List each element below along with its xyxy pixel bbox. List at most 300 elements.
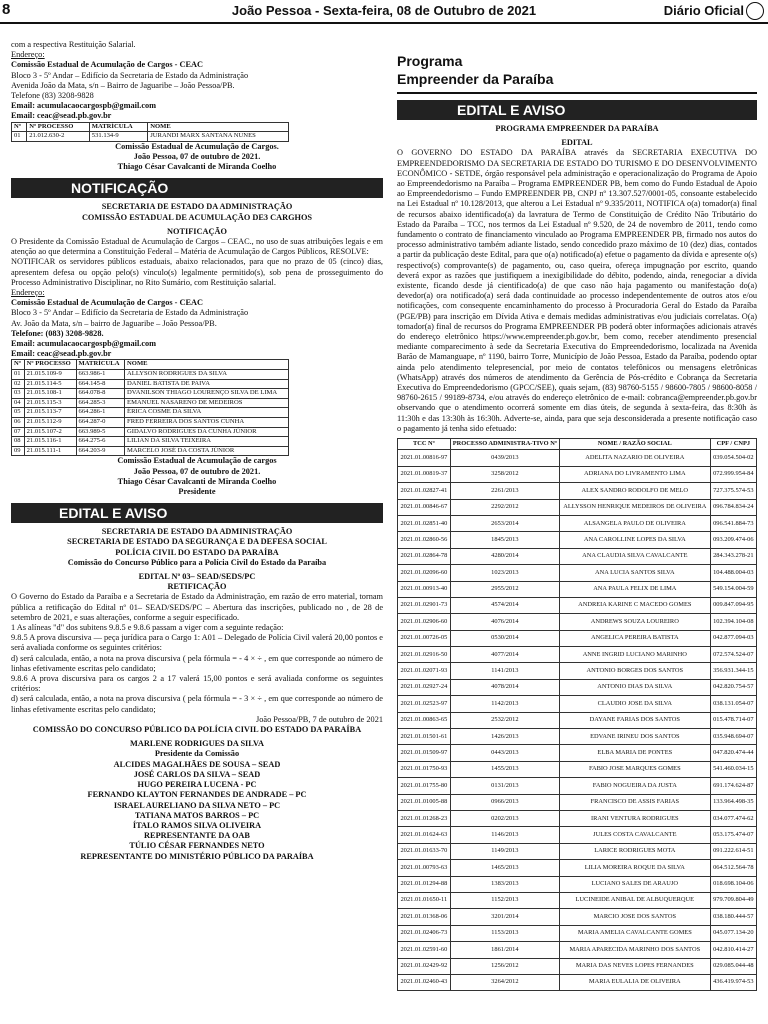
commission-member: ALCIDES MAGALHÃES DE SOUSA – SEAD — [113, 759, 281, 769]
table-row — [12, 408, 289, 418]
debtors-table-cell: 1845/2013 — [450, 532, 559, 548]
table-row — [398, 663, 757, 679]
debtors-table-cell: MARIA APARECIDA MARINHO DOS SANTOS — [559, 942, 710, 958]
servants-table-2-cell: 664.287-0 — [76, 418, 125, 428]
right-column — [397, 46, 757, 1024]
debtors-table-header-cell: TCC Nº — [398, 439, 451, 450]
edital-heading-1: SECRETARIA DE ESTADO DA ADMINISTRAÇÃO — [101, 527, 293, 537]
debtors-table-cell: 035.948.694-07 — [710, 729, 756, 745]
debtors-table-cell: 2021.01.01294-88 — [398, 876, 451, 892]
notification-subtitle: NOTIFICAÇÃO — [167, 226, 227, 236]
debtors-table-cell: 2653/2014 — [450, 515, 559, 531]
servants-table-2-cell: 21.015.113-7 — [24, 408, 76, 418]
debtors-table-cell: 0966/2013 — [450, 794, 559, 810]
debtors-table-cell: 015.478.714-07 — [710, 712, 756, 728]
debtors-table-cell: 2021.01.00846-67 — [398, 499, 451, 515]
servants-table-2-cell: 07 — [12, 427, 25, 437]
program-title-line-1: Programa — [397, 53, 463, 69]
debtors-table-cell: 4078/2014 — [450, 679, 559, 695]
page-header — [0, 0, 768, 24]
table-row — [398, 466, 757, 482]
table-row — [12, 418, 289, 428]
table-row — [398, 892, 757, 908]
address-bloco-2: Bloco 3 - 5º Andar – Edifício da Secretaria de Estado da Administração — [11, 308, 249, 318]
debtors-table-cell: 2021.01.02071-93 — [398, 663, 451, 679]
servants-table-2-cell: 04 — [12, 398, 25, 408]
debtors-table-cell: ANNE INGRID LUCIANO MARINHO — [559, 647, 710, 663]
table-row — [398, 876, 757, 892]
debtors-table-cell: 2021.01.02864-78 — [398, 548, 451, 564]
debtors-table-cell: 018.698.104-06 — [710, 876, 756, 892]
servants-table-1-cell: JURANDI MARX SANTANA NUNES — [148, 132, 289, 142]
debtors-table-cell: 093.209.474-06 — [710, 532, 756, 548]
edital-paragraph-1: O Governo do Estado da Paraíba e a Secretaria de Estado da Administração, em razão de erro material, tornam pública a retificação do Edital nº 01– SEAD/SEDS/PC – Abertura das inscrições, publicado no , de 28 de setembro de 2021, e suas alterações, conforme a seguir especificado. — [11, 592, 383, 622]
debtors-table-cell: 0439/2013 — [450, 450, 559, 466]
debtors-table-cell: 096.784.834-24 — [710, 499, 756, 515]
debtors-table-cell: 064.512.564-78 — [710, 860, 756, 876]
phone: Telefone (83) 3208-9828 — [11, 91, 94, 101]
table-row — [398, 515, 757, 531]
debtors-table-cell: 2021.01.00726-05 — [398, 630, 451, 646]
servants-table-2-cell: 21.015.112-9 — [24, 418, 76, 428]
debtors-table-cell: 2021.01.02860-56 — [398, 532, 451, 548]
debtors-table-cell: 038.131.054-07 — [710, 696, 756, 712]
servants-table-2-cell: EMANUEL NASARENO DE MEDEIROS — [125, 398, 289, 408]
servants-table-2-cell: 05 — [12, 408, 25, 418]
debtors-table-cell: 2021.01.02916-50 — [398, 647, 451, 663]
edital-paragraph-4: d) será calculada, então, a nota na prova discursiva ( pela fórmula = - 4 × ÷ , em que corresponde ao número de linhas efetivamente escritas pelo candidato; — [11, 653, 383, 673]
table-row — [398, 974, 757, 990]
debtors-table-cell: DAYANE FARIAS DOS SANTOS — [559, 712, 710, 728]
edital-retification: RETIFICAÇÃO — [167, 582, 227, 592]
servants-table-2-cell: 664.203-9 — [76, 446, 125, 456]
debtors-table-cell: ANDREWS SOUZA LOUREIRO — [559, 614, 710, 630]
servants-table-2-cell: 09 — [12, 446, 25, 456]
table-row — [12, 389, 289, 399]
servants-table-1-header-cell: NOME — [148, 122, 289, 132]
servants-table-2-cell: 02 — [12, 379, 25, 389]
table-row — [398, 810, 757, 826]
header-location-date: João Pessoa - Sexta-feira, 08 de Outubro de 2021 — [231, 3, 537, 18]
servants-table-2-cell: DVANILSON THIAGO LOURENÇO SILVA DE LIMA — [125, 389, 289, 399]
edital-heading-4: Comissão do Concurso Público para a Polícia Civil do Estado da Paraíba — [67, 557, 327, 567]
table-row — [398, 565, 757, 581]
debtors-table-cell: LARICE RODRIGUES MOTA — [559, 843, 710, 859]
debtors-table-cell: ANA LUCIA SANTOS SILVA — [559, 565, 710, 581]
debtors-table-cell: 2021.01.02591-60 — [398, 942, 451, 958]
debtors-table-cell: MARIA AMELIA CAVALCANTE GOMES — [559, 925, 710, 941]
debtors-table-cell: 2021.01.02406-73 — [398, 925, 451, 941]
debtors-table-cell: 072.574.524-07 — [710, 647, 756, 663]
servants-table-1-header-cell: Nº — [12, 122, 27, 132]
edital-number: EDITAL Nº 03– SEAD/SEDS/PC — [138, 572, 256, 582]
debtors-table-cell: FABIO JOSE MARQUES GOMES — [559, 761, 710, 777]
table-row — [12, 446, 289, 456]
debtors-table-cell: 2021.01.02906-60 — [398, 614, 451, 630]
debtors-table-header-cell: PROCESSO ADMINISTRA-TIVO Nº — [450, 439, 559, 450]
debtors-table-cell: ALEX SANDRO RODOLFO DE MELO — [559, 483, 710, 499]
signature2-role: Presidente — [178, 487, 216, 497]
commission-member: ISRAEL AURELIANO DA SILVA NETO – PC — [113, 800, 281, 810]
table-row — [398, 745, 757, 761]
address-avenida: Avenida João da Mata, s/n – Bairro de Jaguaribe – João Pessoa/PB. — [11, 80, 235, 90]
debtors-table-cell: 979.709.804-49 — [710, 892, 756, 908]
debtors-table-cell: LUCINEIDE ANIBAL DE ALBUQUERQUE — [559, 892, 710, 908]
phone-2: Telefone: (083) 3208-9828. — [11, 328, 104, 338]
table-row — [12, 437, 289, 447]
debtors-table-cell: 436.419.974-53 — [710, 974, 756, 990]
debtors-table-cell: 1426/2013 — [450, 729, 559, 745]
debtors-table-cell: 2021.01.02096-60 — [398, 565, 451, 581]
email-sead: Email: ceac@sead.pb.gov.br — [11, 111, 112, 121]
servants-table-2-cell: 21.015.109-9 — [24, 370, 76, 380]
table-row — [398, 909, 757, 925]
debtors-table-cell: 3201/2014 — [450, 909, 559, 925]
debtors-table-cell: 047.820.474-44 — [710, 745, 756, 761]
debtors-table-cell: 2021.01.00816-97 — [398, 450, 451, 466]
debtors-table-cell: 2021.01.01650-11 — [398, 892, 451, 908]
debtors-table-cell: 1861/2014 — [450, 942, 559, 958]
notification-heading-2: COMISSÃO ESTADUAL DE ACUMULAÇÃO DE3 CARGHOS — [81, 212, 313, 222]
table-row — [12, 132, 289, 142]
servants-table-1-cell: 531.134-9 — [89, 132, 147, 142]
servants-table-2-cell: 664.078-8 — [76, 389, 125, 399]
debtors-table-cell: 039.054.504-02 — [710, 450, 756, 466]
debtors-table — [397, 438, 757, 991]
debtors-table-cell: IRANI VENTURA RODRIGUES — [559, 810, 710, 826]
debtors-table-cell: 1465/2013 — [450, 860, 559, 876]
address-bloco: Bloco 3 - 5º Andar – Edifício da Secretaria de Estado da Administração — [11, 70, 249, 80]
signature2-commission: Comissão Estadual de Acumulação de cargos — [117, 456, 277, 466]
debtors-table-cell: 045.077.134-20 — [710, 925, 756, 941]
debtors-table-cell: 4574/2014 — [450, 597, 559, 613]
servants-table-2-cell: 03 — [12, 389, 25, 399]
edital-date: João Pessoa/PB, 7 de outubro de 2021 — [256, 714, 383, 724]
debtors-table-cell: 053.175.474-07 — [710, 827, 756, 843]
table-row — [398, 614, 757, 630]
table-row — [398, 761, 757, 777]
debtors-table-cell: 2021.01.01268-23 — [398, 810, 451, 826]
debtors-table-cell: EDVANE IRINEU DOS SANTOS — [559, 729, 710, 745]
debtors-table-cell: 2021.01.00863-65 — [398, 712, 451, 728]
address-label-2: Endereço: — [11, 288, 45, 298]
debtors-table-cell: 1455/2013 — [450, 761, 559, 777]
servants-table-2-cell: 21.015.114-5 — [24, 379, 76, 389]
debtors-table-cell: ANGELICA PEREIRA BATISTA — [559, 630, 710, 646]
debtors-table-cell: 1146/2013 — [450, 827, 559, 843]
debtors-table-cell: 2021.01.00819-37 — [398, 466, 451, 482]
servants-table-1-header-cell: MATRÍCULA — [89, 122, 147, 132]
signature2-date: João Pessoa, 07 de outubro de 2021. — [133, 466, 261, 476]
servants-table-2-cell: 06 — [12, 418, 25, 428]
debtors-table-cell: 2021.01.01624-63 — [398, 827, 451, 843]
edital-paragraph-6: d) será calculada, então, a nota na prova discursiva ( pela fórmula = - 3 × ÷ , em que corresponde ao número de linhas efetivamente escritas pelo candidato; — [11, 694, 383, 714]
signature-date: João Pessoa, 07 de outubro de 2021. — [133, 152, 261, 162]
edital-paragraph-5: 9.8.6 A prova discursiva para os cargos 2 a 17 valerá 15,00 pontos e será avaliada conforme os seguintes critérios: — [11, 674, 383, 694]
debtors-table-cell: ANDREIA KARINE C MACEDO GOMES — [559, 597, 710, 613]
commission-member: REPRESENTANTE DO MINISTÉRIO PÚBLICO DA PARAÍBA — [80, 851, 314, 861]
debtors-table-cell: 356.931.344-15 — [710, 663, 756, 679]
debtors-table-cell: CLAUDIO JOSE DA SILVA — [559, 696, 710, 712]
table-row — [398, 581, 757, 597]
debtors-table-cell: 2021.01.00793-63 — [398, 860, 451, 876]
debtors-table-header-cell: NOME / RAZÃO SOCIAL — [559, 439, 710, 450]
debtors-table-cell: 1149/2013 — [450, 843, 559, 859]
debtors-table-cell: 2955/2012 — [450, 581, 559, 597]
commission-member: Presidente da Comissão — [154, 749, 240, 759]
debtors-table-cell: 038.180.444-57 — [710, 909, 756, 925]
debtors-table-cell: 4280/2014 — [450, 548, 559, 564]
servants-table-2-cell: 08 — [12, 437, 25, 447]
debtors-table-cell: 0131/2013 — [450, 778, 559, 794]
table-row — [12, 379, 289, 389]
debtors-table-cell: MARCIO JOSE DOS SANTOS — [559, 909, 710, 925]
notification-section-title: NOTIFICAÇÃO — [11, 178, 383, 198]
debtors-table-cell: MARIA EULALIA DE OLIVEIRA — [559, 974, 710, 990]
debtors-table-cell: 1383/2013 — [450, 876, 559, 892]
servants-table-2-cell: 21.015.107-2 — [24, 427, 76, 437]
debtors-table-cell: ALSANGELA PAULO DE OLIVEIRA — [559, 515, 710, 531]
debtors-table-cell: 4077/2014 — [450, 647, 559, 663]
table-row — [398, 597, 757, 613]
signature-name: Thiago César Cavalcanti de Miranda Coelho — [117, 162, 277, 172]
table-row — [398, 483, 757, 499]
commission-member: TATIANA MATOS BARROS – PC — [134, 810, 260, 820]
debtors-table-cell: 2021.01.02851-40 — [398, 515, 451, 531]
debtors-table-cell: ADRIANA DO LIVRAMENTO LIMA — [559, 466, 710, 482]
table-row — [398, 778, 757, 794]
table-row — [398, 958, 757, 974]
debtors-table-cell: 042.820.754-57 — [710, 679, 756, 695]
servants-table-2 — [11, 359, 289, 456]
debtors-table-cell: 2021.01.01368-06 — [398, 909, 451, 925]
debtors-table-header-cell: CPF / CNPJ — [710, 439, 756, 450]
notification-paragraph-2: NOTIFICAR os servidores públicos estaduais, abaixo relacionados, para que no prazo de 05 (cinco) dias, apresentem defesa ou opção pelo(s) vínculo(s) legalmente permitido(s), sob pena de prosseguimento do Processo Administrativo Disciplinar, no Rito Sumário, com Restituição salarial. — [11, 257, 383, 287]
debtors-table-cell: 1153/2013 — [450, 925, 559, 941]
debtors-table-cell: 2021.01.01005-88 — [398, 794, 451, 810]
debtors-table-cell: 096.541.884-73 — [710, 515, 756, 531]
edital-paragraph-3: 9.8.5 A prova discursiva — peça jurídica para o Cargo 1: A01 – Delegado de Polícia Civil valerá 20,00 pontos e será avaliada conforme os seguintes critérios: — [11, 633, 383, 653]
debtors-table-cell: 1256/2012 — [450, 958, 559, 974]
email-gmail: Email: acumulacaocargospb@gmail.com — [11, 101, 157, 111]
debtors-table-cell: 133.964.498-35 — [710, 794, 756, 810]
servants-table-1-cell: 01 — [12, 132, 27, 142]
debtors-table-cell: 3258/2012 — [450, 466, 559, 482]
servants-table-2-header-cell: Nº — [12, 360, 25, 370]
table-row — [12, 427, 289, 437]
debtors-table-cell: 2021.01.02927-24 — [398, 679, 451, 695]
edital-heading: EDITAL — [561, 138, 593, 148]
table-row — [398, 630, 757, 646]
servants-table-2-cell: 663.989-5 — [76, 427, 125, 437]
debtors-table-cell: 0443/2013 — [450, 745, 559, 761]
servants-table-2-header-cell: Nº PROCESSO — [24, 360, 76, 370]
servants-table-2-cell: 21.015.108-1 — [24, 389, 76, 399]
debtors-table-cell: 029.085.044-48 — [710, 958, 756, 974]
debtors-table-cell: 2532/2012 — [450, 712, 559, 728]
left-column — [11, 40, 383, 1024]
debtors-table-cell: ALLYSSON HENRIQUE MEDEIROS DE OLIVEIRA — [559, 499, 710, 515]
table-row — [398, 499, 757, 515]
commission-name: Comissão Estadual de Acumulação de Cargos - CEAC — [11, 60, 203, 70]
debtors-table-cell: 284.343.278-21 — [710, 548, 756, 564]
debtors-table-cell: ANTONIO DIAS DA SILVA — [559, 679, 710, 695]
debtors-table-cell: ANA PAULA FELIX DE LIMA — [559, 581, 710, 597]
debtors-table-cell: 4076/2014 — [450, 614, 559, 630]
commission-member: REPRESENTANTE DA OAB — [144, 831, 250, 841]
servants-table-2-cell: 21.015.111-1 — [24, 446, 76, 456]
servants-table-2-cell: 21.015.115-3 — [24, 398, 76, 408]
commission-member: ÍTALO RAMOS SILVA OLIVEIRA — [132, 820, 262, 830]
debtors-table-cell: ELBA MARIA DE PONTES — [559, 745, 710, 761]
table-row — [398, 679, 757, 695]
debtors-table-cell: 072.999.954-84 — [710, 466, 756, 482]
edital-section-title: EDITAL E AVISO — [11, 503, 383, 523]
debtors-table-cell: 2021.01.00913-40 — [398, 581, 451, 597]
servants-table-2-cell: 21.015.116-1 — [24, 437, 76, 447]
debtors-table-cell: ANA CAROLLINE LOPES DA SILVA — [559, 532, 710, 548]
servants-table-1-header-cell: Nº PROCESSO — [27, 122, 90, 132]
servants-table-2-cell: ALLYSON RODRIGUES DA SILVA — [125, 370, 289, 380]
servants-table-2-header-cell: MATRÍCULA — [76, 360, 125, 370]
debtors-table-cell: 0202/2013 — [450, 810, 559, 826]
servants-table-2-cell: 664.275-6 — [76, 437, 125, 447]
servants-table-2-cell: LILIAN DA SILVA TEIXEIRA — [125, 437, 289, 447]
debtors-table-cell: 727.375.574-53 — [710, 483, 756, 499]
debtors-table-cell: 2021.01.02827-41 — [398, 483, 451, 499]
debtors-table-cell: 0530/2014 — [450, 630, 559, 646]
debtors-table-cell: 102.394.104-08 — [710, 614, 756, 630]
debtors-table-cell: LUCIANO SALES DE ARAUJO — [559, 876, 710, 892]
commission-name-2: Comissão Estadual de Acumulação de Cargos - CEAC — [11, 298, 203, 308]
program-notice-body: O GOVERNO DO ESTADO DA PARAÍBA através da SECRETARIA EXECUTIVA DO EMPREENDEDORISMO DA SECRETARIA DE ESTADO DO TURISMO E DO DESENVOLVIMENTO ECONÔMICO - SETDE, órgão responsável pela administração e operacionalização do Programa de Apoio ao Empreendedorismo na Paraíba – Programa EMPREENDER PB, bem como do Fundo Estadual de Apoio ao Empreendedorismo – Fundo EMPREENDER PB, CNPJ nº 13.307.527/0001-05, consoante estabelecido na Lei Estadual nº 10.128/2013, que alterou a Lei Estadual nº 9.335/2011, NOTIFICA o(a) tomador(a) final de recursos abaixo identificado(a) da lavratura de Termo de Constituição de Crédito Não Tributário do Estado da Paraíba – TCC, nos termos da Lei Estadual nº 9.520, de 24 de novembro de 2011, tendo como fundamento o contrato de financiamento vinculado ao Programa EMPREENDER PB, firmado nos autos do processo administrativo também adiante listado, sendo concedido prazo máximo de 10 (dez) dias, contados a partir da publicação deste Edital, para que o(a) notificado(a) efetue o pagamento da dívida e apresente o(s) respectivo(s) comprovante(s) de pagamento, ou, caso queira, ofereça impugnação por escrito, quando deverá expor as razões que justifiquem a inexigibilidade do débito, podendo, ainda, renegociar a dívida existente, ficando desde já cientificado(a) de que caso não haja pagamento ou manifestação do(a) devedor(a) ora notificado(a) será dada continuidade ao processo independentemente de outros atos e/ou notificações, com consequente encaminhamento do processo à Procuradoria Geral do Estado da Paraíba (PGE/PB) para inscrição em Dívida Ativa e demais medidas administrativas e/ou judiciais correlatas. O(a) tomador(a) final de recursos do Programa EMPREENDER PB poderá obter informações adicionais através do endereço eletrônico https://www.empreender.pb.gov.br, bem como, receber atendimento presencial mediante comparecimento à sede da Secretaria Executiva do Empreendedorismo, localizada na Avenida Barão de Mamanguape, nº 1190, bairro Torre, Município de João Pessoa, Estado da Paraíba, podendo optar ainda pelo atendimento telepresencial, por meio de contatos telefônicos ou mensagens eletrônicas (WhatsApp) através dos números de atendimento da Gerência de Pós-crédito e Cobrança da Secretaria Executiva do Empreendedorismo (GPCC/SEE), quais sejam, (83) 98760-5155 / 98600-7805 / 98600-8058 / 98760-2615 / 99189-8734, e/ou através do endereço eletrônico de e-mail: cobranca@empreender.pb.gov.br observando que o atendimento ocorrerá somente em dias úteis, de segunda à sexta-feira, das 8:30h às 11:30h e das 13:30h às 16:30h. Adverte-se, ainda, para que seja desconsiderada a presente notificação caso o pagamento já tenha sido efetuado: — [397, 148, 757, 433]
debtors-table-cell: 2021.01.02429-92 — [398, 958, 451, 974]
debtors-table-cell: 2021.01.02901-73 — [398, 597, 451, 613]
address-label: Endereço: — [11, 50, 45, 60]
servants-table-2-cell: DANIEL BATISTA DE PAIVA — [125, 379, 289, 389]
servants-table-1 — [11, 122, 289, 142]
debtors-table-cell: ANA CLAUDIA SILVA CAVALCANTE — [559, 548, 710, 564]
title-rule — [397, 92, 757, 94]
commission-member: MARLENE RODRIGUES DA SILVA — [130, 739, 264, 749]
debtors-table-cell: ADELITA NAZARIO DE OLIVEIRA — [559, 450, 710, 466]
debtors-table-cell: 2021.01.02523-97 — [398, 696, 451, 712]
debtors-table-cell: FRANCISCO DE ASSIS FARIAS — [559, 794, 710, 810]
debtors-table-cell: 2292/2012 — [450, 499, 559, 515]
servants-table-2-cell: MARCELO JOSÉ DA COSTA JÚNIOR — [125, 446, 289, 456]
edital-heading-2: SECRETARIA DE ESTADO DA SEGURANÇA E DA DEFESA SOCIAL — [67, 537, 327, 547]
debtors-table-cell: 541.460.034-15 — [710, 761, 756, 777]
debtors-table-cell: 2021.01.02460-43 — [398, 974, 451, 990]
debtors-table-cell: 2261/2013 — [450, 483, 559, 499]
table-row — [398, 925, 757, 941]
debtors-table-cell: 009.847.094-95 — [710, 597, 756, 613]
table-row — [398, 860, 757, 876]
email-gmail-2: Email: acumulacaocargospb@gmail.com — [11, 339, 157, 349]
debtors-table-cell: LILIA MOREIRA ROQUE DA SILVA — [559, 860, 710, 876]
servants-table-2-cell: GIDALVO RODRIGUES DA CUNHA JÚNIOR — [125, 427, 289, 437]
debtors-table-cell: MARIA DAS NEVES LOPES FERNANDES — [559, 958, 710, 974]
debtors-table-cell: 2021.01.01509-97 — [398, 745, 451, 761]
table-row — [398, 450, 757, 466]
debtors-table-cell: 1141/2013 — [450, 663, 559, 679]
debtors-table-cell: 549.154.004-59 — [710, 581, 756, 597]
table-row — [398, 794, 757, 810]
debtors-table-cell: 2021.01.01501-61 — [398, 729, 451, 745]
commission-member: FERNANDO KLAYTON FERNANDES DE ANDRADE – PC — [87, 790, 307, 800]
state-seal-icon — [746, 2, 764, 20]
servants-table-2-cell: 01 — [12, 370, 25, 380]
table-row — [398, 647, 757, 663]
email-sead-2: Email: ceac@sead.pb.gov.br — [11, 349, 112, 359]
servants-table-2-cell: 663.986-1 — [76, 370, 125, 380]
debtors-table-cell: ANTONIO BORGES DOS SANTOS — [559, 663, 710, 679]
debtors-table-cell: 1152/2013 — [450, 892, 559, 908]
restitution-line: com a respectiva Restituição Salarial. — [11, 40, 136, 49]
page-number: 8 — [2, 1, 11, 18]
signature-commission: Comissão Estadual de Acumulação de Cargos. — [115, 141, 279, 151]
debtors-table-cell: FABIO NOGUEIRA DA JUSTA — [559, 778, 710, 794]
table-row — [12, 370, 289, 380]
notification-paragraph-1: O Presidente da Comissão Estadual de Acumulação de Cargos – CEAC., no uso de suas atribuições legais e em atenção ao que determina a Constituição Federal – Matéria de Acumulação de Cargos Públicos, RESOLVE: — [11, 237, 383, 257]
table-row — [398, 532, 757, 548]
commission-member: TÚLIO CÉSAR FERNANDES NETO — [129, 841, 265, 851]
servants-table-2-cell: 664.145-8 — [76, 379, 125, 389]
table-row — [12, 398, 289, 408]
commission-member: HUGO PEREIRA LUCENA - PC — [137, 780, 257, 790]
edital-paragraph-2: 1 As alíneas "d" dos subitens 9.8.5 e 9.8.6 passam a viger com a seguinte redação: — [11, 623, 284, 633]
debtors-table-cell: 1023/2013 — [450, 565, 559, 581]
debtors-table-cell: 3264/2012 — [450, 974, 559, 990]
commission-members — [11, 739, 383, 861]
edital-heading-3: POLÍCIA CIVIL DO ESTADO DA PARAÍBA — [115, 547, 279, 557]
servants-table-2-cell: 664.285-3 — [76, 398, 125, 408]
debtors-table-cell: 104.488.004-03 — [710, 565, 756, 581]
table-row — [398, 827, 757, 843]
debtors-table-cell: 2021.01.01755-80 — [398, 778, 451, 794]
notification-heading-1: SECRETARIA DE ESTADO DA ADMINISTRAÇÃO — [101, 202, 293, 212]
servants-table-2-cell: FRED FERREIRA DOS SANTOS CUNHA — [125, 418, 289, 428]
debtors-table-cell: 042.877.094-03 — [710, 630, 756, 646]
debtors-table-cell: 691.174.624-87 — [710, 778, 756, 794]
debtors-table-cell: 2021.01.01633-70 — [398, 843, 451, 859]
program-heading: PROGRAMA EMPREENDER DA PARAÍBA — [495, 124, 659, 133]
servants-table-2-cell: 664.286-1 — [76, 408, 125, 418]
debtors-table-cell: 1142/2013 — [450, 696, 559, 712]
table-row — [398, 696, 757, 712]
commission-member: JOSÉ CARLOS DA SILVA – SEAD — [133, 769, 261, 779]
debtors-table-cell: JULES COSTA CAVALCANTE — [559, 827, 710, 843]
address-avenida-2: Av. João da Mata, s/n – bairro de Jaguaribe – João Pessoa/PB. — [11, 318, 217, 328]
program-title-line-2: Empreender da Paraíba — [397, 71, 554, 87]
debtors-table-cell: 2021.01.01750-93 — [398, 761, 451, 777]
signature2-name: Thiago César Cavalcanti de Miranda Coelho — [117, 476, 277, 486]
table-row — [398, 548, 757, 564]
servants-table-2-header-cell: NOME — [125, 360, 289, 370]
newspaper-name: Diário Oficial — [663, 3, 744, 18]
debtors-table-cell: 034.077.474-62 — [710, 810, 756, 826]
servants-table-1-cell: 21.012.630-2 — [27, 132, 90, 142]
table-row — [398, 729, 757, 745]
edital-commission: COMISSÃO DO CONCURSO PÚBLICO DA POLÍCIA CIVIL DO ESTADO DA PARAÍBA — [32, 725, 362, 735]
table-row — [398, 712, 757, 728]
table-row — [398, 843, 757, 859]
debtors-table-cell: 042.810.414-27 — [710, 942, 756, 958]
servants-table-2-cell: ÉRICA COSME DA SILVA — [125, 408, 289, 418]
debtors-table-cell: 091.222.614-51 — [710, 843, 756, 859]
table-row — [398, 942, 757, 958]
right-edital-title: EDITAL E AVISO — [397, 100, 757, 120]
